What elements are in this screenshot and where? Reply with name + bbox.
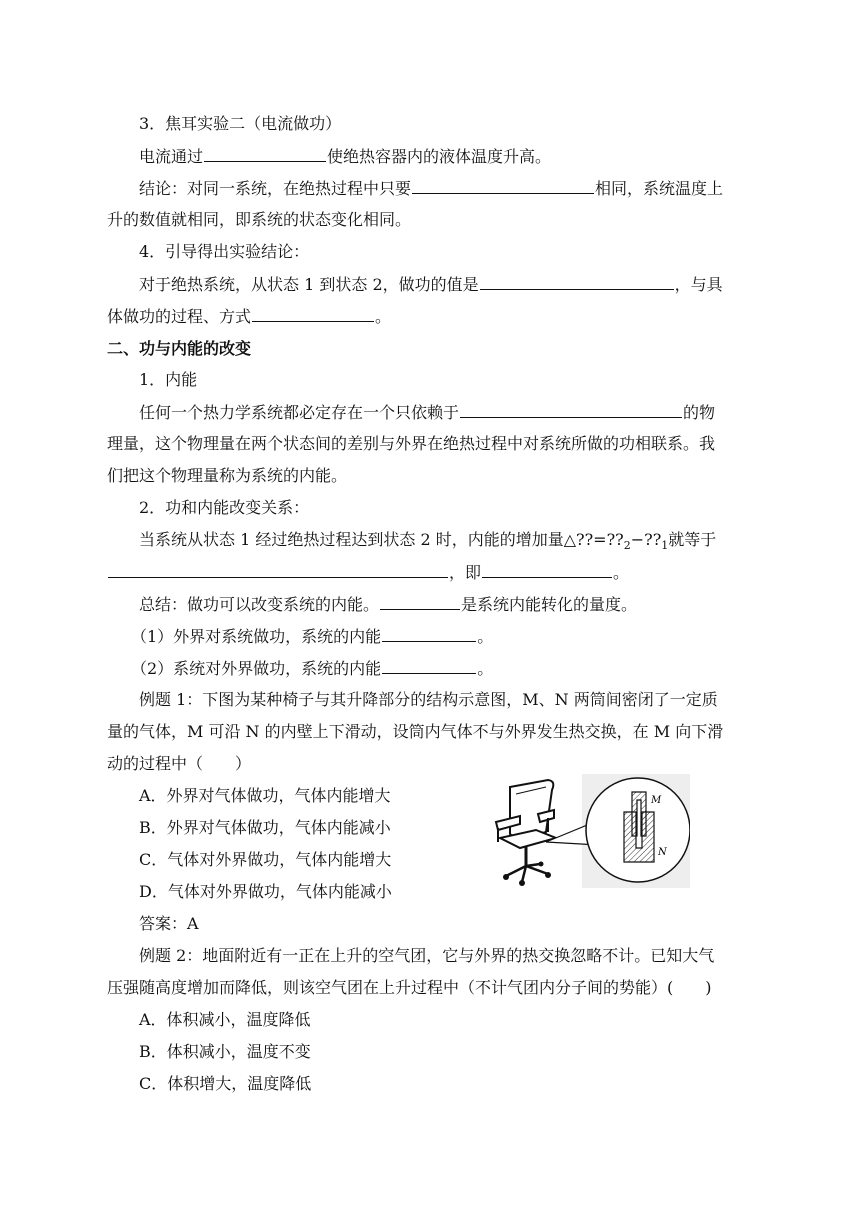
ex2-line1: 例题 2：地面附近有一正在上升的空气团，它与外界的热交换忽略不计。已知大气	[139, 946, 715, 965]
fill-blank[interactable]	[108, 561, 448, 578]
ex2-option-c: C．体积增大，温度降低	[139, 1074, 312, 1093]
ex1-option-a: A．外界对气体做功，气体内能增大	[139, 786, 391, 805]
fill-blank[interactable]	[204, 145, 326, 162]
ex1-answer: 答案：A	[139, 914, 199, 933]
sec4-heading: 4．引导得出实验结论：	[139, 242, 310, 261]
part2-s1-line2: 理量，这个物理量在两个状态间的差别与外界在绝热过程中对系统所做的功相联系。我	[107, 434, 716, 453]
fill-blank[interactable]	[480, 273, 674, 290]
fill-blank[interactable]	[412, 177, 594, 194]
part2-item1: （1）外界对系统做功，系统的内能 。	[131, 627, 494, 646]
chair-diagram	[486, 772, 690, 890]
fill-blank[interactable]	[382, 657, 476, 674]
ex1-option-b: B．外界对气体做功，气体内能减小	[139, 818, 391, 837]
fill-blank[interactable]	[482, 561, 612, 578]
fill-blank[interactable]	[252, 305, 374, 322]
part2-s1-line1: 任何一个热力学系统都必定存在一个只依赖于 的物	[139, 403, 716, 422]
ex2-option-b: B．体积减小，温度不变	[139, 1042, 311, 1061]
sec4-line1: 对于绝热系统，从状态 1 到状态 2，做功的值是 ，与具	[139, 275, 723, 294]
part2-s2-heading: 2．功和内能改变关系：	[139, 498, 310, 517]
part2-s2-line1: 当系统从状态 1 经过绝热过程达到状态 2 时，内能的增加量$\triangle??=??_2-??_1$就等于	[139, 530, 717, 553]
ex1-line1: 例题 1：下图为某种椅子与其升降部分的结构示意图，M、N 两筒间密闭了一定质	[139, 690, 718, 709]
ex1-line2: 量的气体，M 可沿 N 的内壁上下滑动，设筒内气体不与外界发生热交换，在 M 向下滑	[107, 722, 724, 741]
fill-blank[interactable]	[380, 593, 460, 610]
fill-blank[interactable]	[460, 401, 682, 418]
part2-s1-heading: 1．内能	[139, 370, 198, 389]
sec4-line2: 体做功的过程、方式 。	[107, 307, 392, 326]
chair-base	[506, 864, 548, 882]
part2-title: 二、功与内能的改变	[107, 339, 252, 358]
label-n: N	[658, 847, 667, 858]
part2-item2: （2）系统对外界做功，系统的内能 。	[131, 659, 494, 678]
sec3-line1: 电流通过 使绝热容器内的液体温度升高。	[139, 147, 552, 166]
sec3-line2: 结论：对同一系统，在绝热过程中只要 相同，系统温度上	[139, 179, 724, 198]
ex2-option-a: A．体积减小，温度降低	[139, 1010, 311, 1029]
fill-blank[interactable]	[382, 625, 476, 642]
sec3-heading: 3．焦耳实验二（电流做功）	[139, 114, 342, 133]
ex1-option-c: C．气体对外界做功，气体内能增大	[139, 850, 392, 869]
ex1-option-d: D．气体对外界做功，气体内能减小	[139, 882, 392, 901]
part2-s1-line3: 们把这个物理量称为系统的内能。	[107, 466, 348, 485]
ex2-line2: 压强随高度增加而降低，则该空气团在上升过程中（不计气团内分子间的势能）( )	[107, 978, 712, 997]
part2-summary: 总结：做功可以改变系统的内能。 是系统内能转化的量度。	[139, 595, 638, 614]
label-m: M	[651, 795, 662, 806]
chair-seat	[500, 830, 556, 848]
ex1-line3: 动的过程中（ ）	[107, 754, 252, 773]
part2-s2-line2: ，即 。	[107, 561, 757, 583]
sec3-line3: 升的数值就相同，即系统的状态变化相同。	[107, 210, 412, 229]
